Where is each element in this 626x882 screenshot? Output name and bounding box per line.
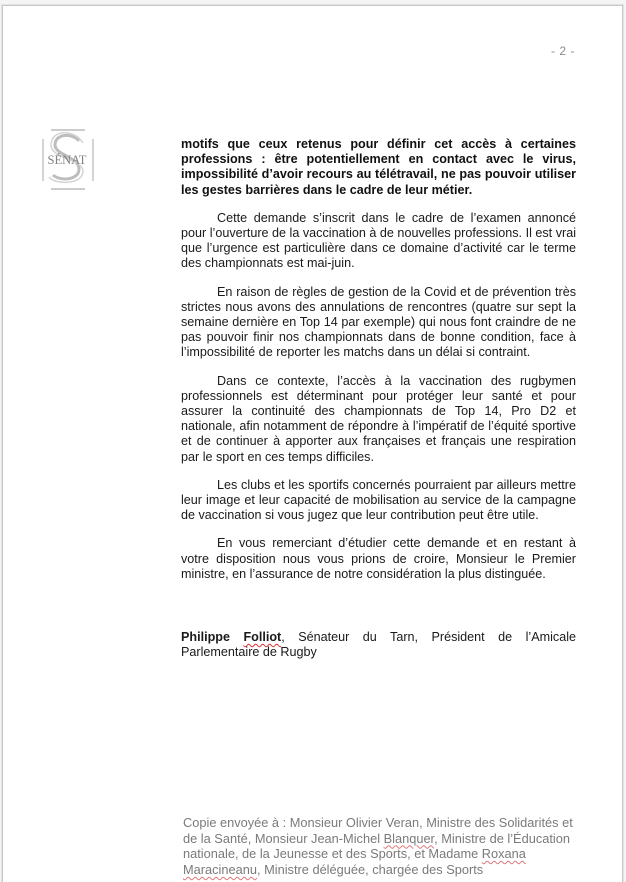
copy-text-part1: Copie envoyée à : Monsieur Olivier Veran, Ministre des Solidarités et de la Santé, Monsieur Jean-Michel <box>183 815 573 846</box>
signatory-first-name: Philippe <box>181 630 230 644</box>
signature <box>181 630 576 660</box>
document-page <box>2 5 623 882</box>
signatory-last-name: Folliot <box>243 630 282 644</box>
page-number: - 2 - <box>551 44 575 58</box>
copy-recipients <box>183 815 575 877</box>
copy-name-blanquer: Blanquer <box>383 830 435 846</box>
paragraph-closing: En vous remerciant d’étudier cette demande et en restant à votre disposition nous vous prions de croire, Monsieur le Premier ministre, en l’assurance de notre considération la plus distinguée. <box>181 536 576 581</box>
copy-text-part2: , Ministre de l’Éducation nationale, de la Jeunesse et des Sports, et Madame <box>183 830 570 862</box>
copy-name-roxana: Roxana <box>481 846 526 862</box>
letter-body <box>181 137 576 595</box>
senat-logo-icon <box>39 123 95 191</box>
paragraph-motifs: motifs que ceux retenus pour définir cet accès à certaines professions : être potentiellement en contact avec le virus, impossibilité d’avoir recours au télétravail, ne pas pouvoir utiliser les gestes barrières dans le cadre de leur métier. <box>181 137 576 197</box>
logo-text: SÉNAT <box>47 153 87 167</box>
paragraph-demande: Cette demande s’inscrit dans le cadre de l’examen annoncé pour l’ouverture de la vaccination à de nouvelles professions. Il est vrai que l’urgence est particulière dans ce domaine d’activité car le terme des championnats est mai-juin. <box>181 210 576 271</box>
paragraph-covid: En raison de règles de gestion de la Covid et de prévention très strictes nous avons des annulations de rencontres (quatre sur sept la semaine dernière en Top 14 par exemple) qui nous font craindre de ne pas pouvoir finir nos championnats dans de bonne condition, face à l’impossibilité de reporter les matchs dans un délai si contraint. <box>181 284 576 360</box>
paragraph-clubs: Les clubs et les sportifs concernés pourraient par ailleurs mettre leur image et leur capacité de mobilisation au service de la campagne de vaccination si vous jugez que leur contribution peut être utile. <box>181 477 576 523</box>
signatory-title: , Sénateur du Tarn, Président de l’Amicale Parlementaire de Rugby <box>181 630 577 660</box>
copy-text-part4: , Ministre déléguée, chargée des Sports <box>256 861 484 877</box>
copy-name-maracineanu: Maracineanu <box>183 861 257 877</box>
paragraph-contexte: Dans ce contexte, l’accès à la vaccination des rugbymen professionnels est déterminant pour protéger leur santé et pour assurer la continuité des championnats de Top 14, Pro D2 et nationale, afin notamment de répondre à l’impératif de l’équité sportive et de continuer à apporter aux françaises et français une respiration par le sport en ces temps difficiles. <box>181 373 576 464</box>
